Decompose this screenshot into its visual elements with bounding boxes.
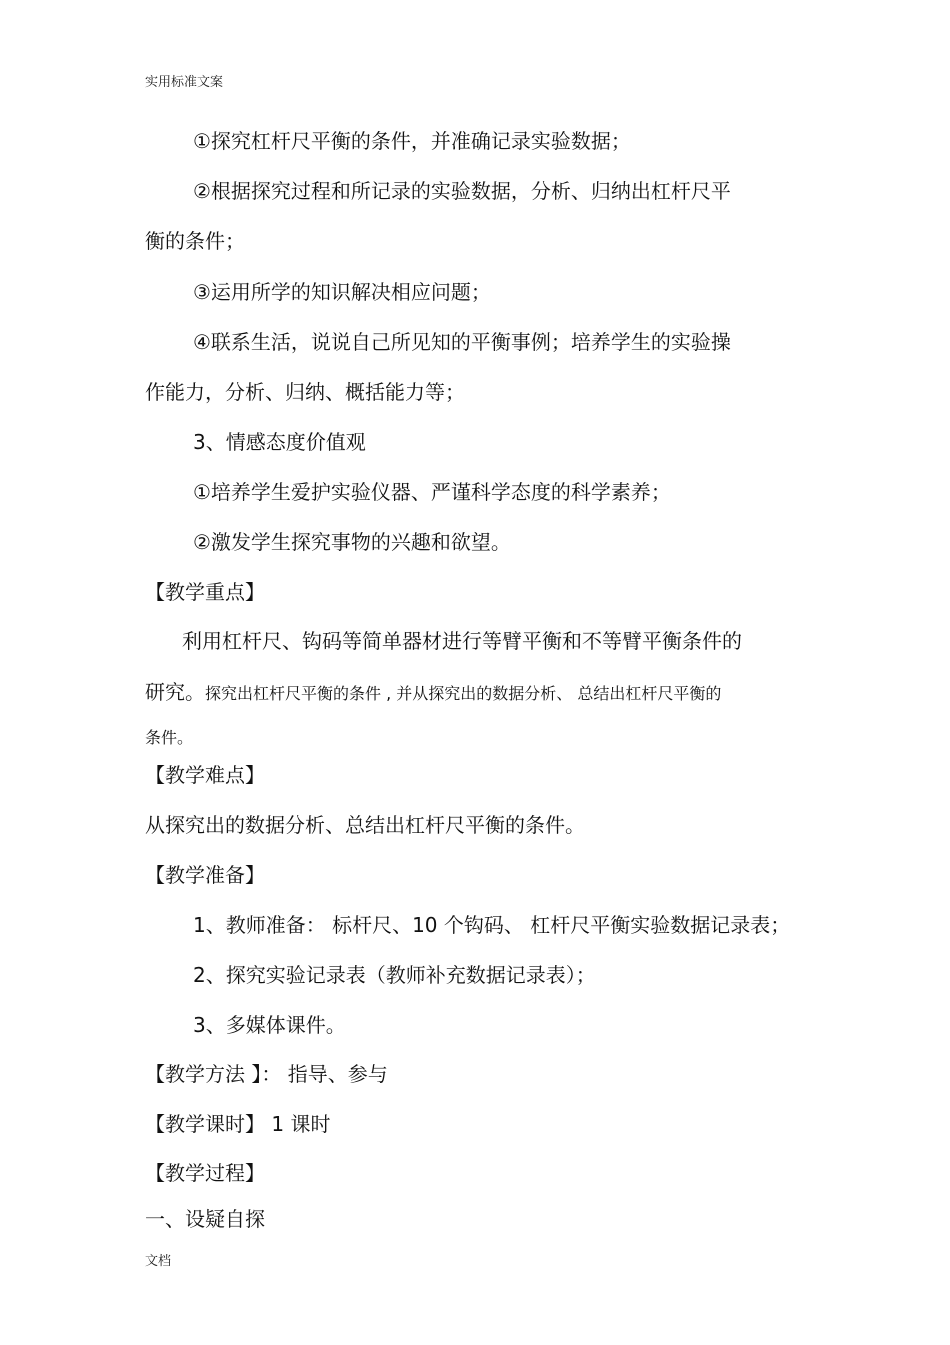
heading-hours: 【教学课时】 1 课时 xyxy=(145,1112,331,1136)
objective-item-2-line-2: 衡的条件； xyxy=(145,229,245,253)
key-points-line-3: 条件。 xyxy=(145,728,194,747)
key-points-line-1: 利用杠杆尺、钩码等简单器材进行等臂平衡和不等臂平衡条件的 xyxy=(182,629,742,653)
preparation-item-1: 1、教师准备： 标杆尺、10 个钩码、 杠杆尺平衡实验数据记录表； xyxy=(193,913,791,937)
key-points-line-2 xyxy=(145,679,721,707)
objective-item-4-line-2: 作能力，分析、归纳、概括能力等； xyxy=(145,380,465,404)
attitude-item-2: ②激发学生探究事物的兴趣和欲望。 xyxy=(193,530,511,554)
objective-item-2-line-1: ②根据探究过程和所记录的实验数据，分析、归纳出杠杆尺平 xyxy=(193,179,731,203)
section-heading-attitude: 3、情感态度价值观 xyxy=(193,430,366,454)
objective-item-3: ③运用所学的知识解决相应问题； xyxy=(193,280,491,304)
difficulties-text: 从探究出的数据分析、总结出杠杆尺平衡的条件。 xyxy=(145,813,585,837)
heading-key-points: 【教学重点】 xyxy=(145,580,265,604)
heading-process: 【教学过程】 xyxy=(145,1161,265,1185)
preparation-item-2: 2、探究实验记录表（教师补充数据记录表）； xyxy=(193,963,596,987)
key-points-line-2-start: 研究。 xyxy=(145,680,205,704)
key-points-line-2-rest: 探究出杠杆尺平衡的条件 , 并从探究出的数据分析、 总结出杠杆尺平衡的 xyxy=(205,684,722,703)
objective-item-4-line-1: ④联系生活，说说自己所见知的平衡事例；培养学生的实验操 xyxy=(193,330,731,354)
preparation-item-3: 3、多媒体课件。 xyxy=(193,1013,346,1037)
heading-preparation: 【教学准备】 xyxy=(145,863,265,887)
process-step-1: 一、设疑自探 xyxy=(145,1207,265,1231)
heading-difficulties: 【教学难点】 xyxy=(145,763,265,787)
heading-method: 【教学方法 】： 指导、参与 xyxy=(145,1062,388,1086)
page-header: 实用标准文案 xyxy=(145,75,224,90)
objective-item-1: ①探究杠杆尺平衡的条件，并准确记录实验数据； xyxy=(193,129,631,153)
attitude-item-1: ①培养学生爱护实验仪器、严谨科学态度的科学素养； xyxy=(193,480,671,504)
page-footer: 文档 xyxy=(145,1254,172,1269)
